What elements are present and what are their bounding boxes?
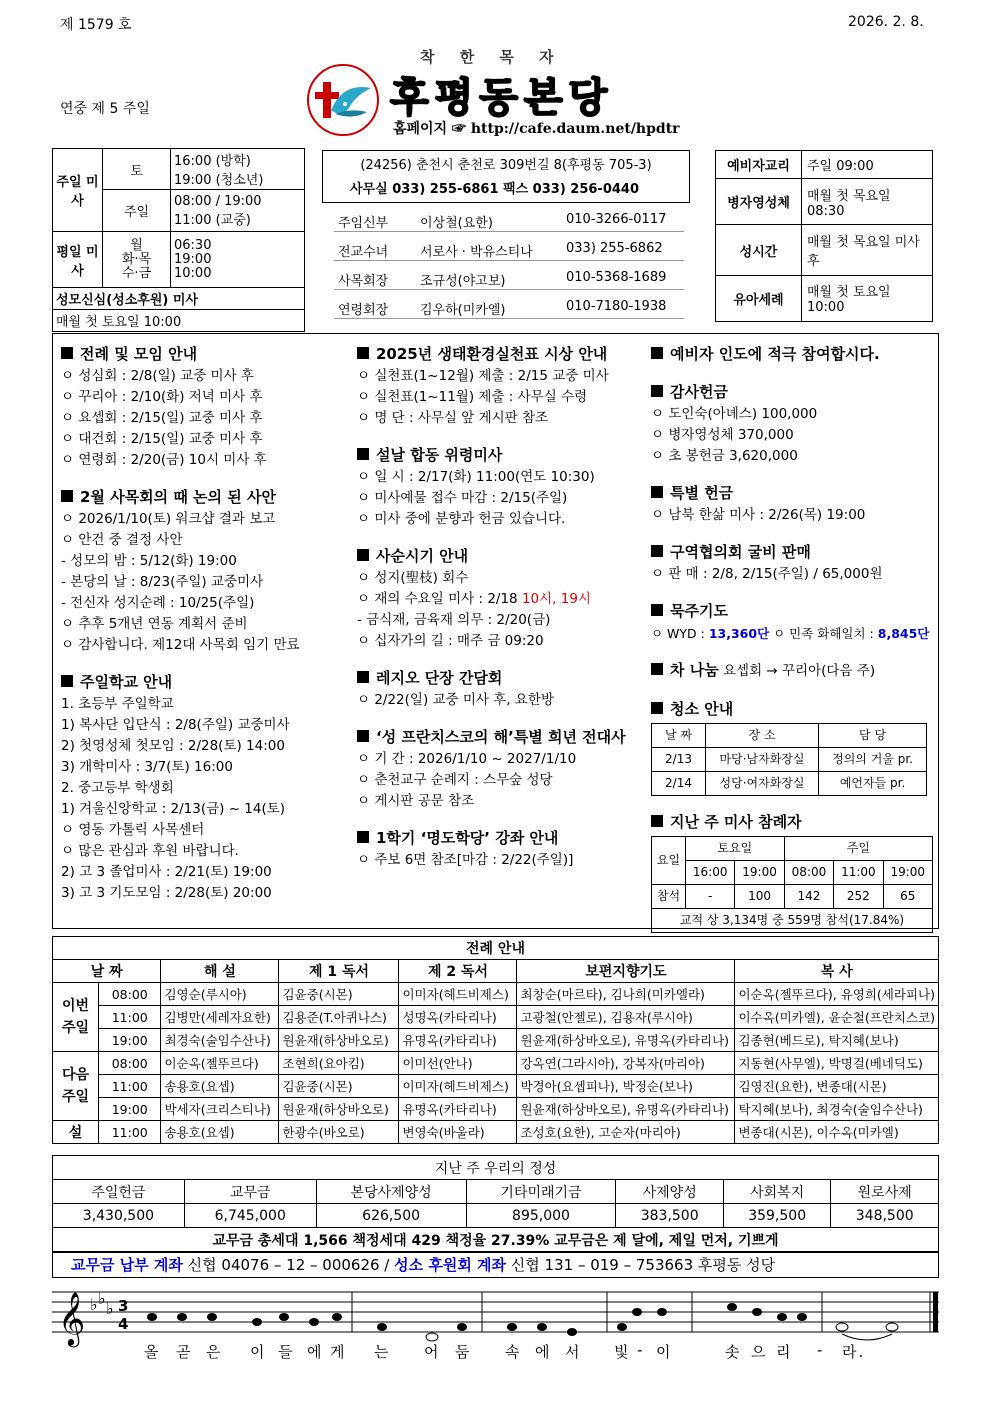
section-heading: 묵주기도 bbox=[651, 599, 933, 623]
sunday-label: 주일 bbox=[103, 190, 171, 232]
homepage-link[interactable]: 홈페이지 ☞ http://cafe.daum.net/hpdtr bbox=[393, 121, 680, 137]
list-item: - 전신자 성지순례 : 10/25(주일) bbox=[61, 595, 255, 611]
svg-text:♭: ♭ bbox=[90, 1295, 98, 1314]
table-row: 19:00 최경숙(술임수산나) 원윤재(하상바오로) 유명옥(카타리나) 원윤재(하상바오로), 유명옥(카타리나) 김종현(베드로), 탁지혜(보나) bbox=[53, 1029, 939, 1052]
list-item: ㅇ 재의 수요일 미사 : 2/18 10시, 19시 bbox=[357, 591, 591, 607]
list-item: ㅇ 판 매 : 2/8, 2/15(주일) / 65,000원 bbox=[651, 566, 883, 582]
list-item: - 금식재, 금육재 의무 : 2/20(금) bbox=[357, 612, 551, 628]
church-address: (24256) 춘천시 춘천로 309번길 8(후평동 705-3) bbox=[360, 158, 652, 173]
list-item: ㅇ 미사 중에 분향과 헌금 있습니다. bbox=[357, 511, 566, 527]
list-item: ㅇ 초 봉헌금 3,620,000 bbox=[651, 448, 798, 464]
list-item: ㅇ 꾸리아 : 2/10(화) 저녁 미사 후 bbox=[61, 389, 263, 405]
list-item: ㅇ 요셉회 : 2/15(일) 교중 미사 후 bbox=[61, 410, 263, 426]
table-row: 다음 주일 08:00 이순옥(젤뚜르다) 조현희(요아킴) 이미선(안나) 강옥연(그라시아), 강복자(마리아) 지동현(사무엘), 박명걸(베네딕도) bbox=[53, 1052, 939, 1075]
list-item: ㅇ 게시판 공문 참조 bbox=[357, 793, 475, 809]
section-heading: 예비자 인도에 적극 참여합시다. bbox=[651, 342, 933, 366]
section-heading: 감사헌금 bbox=[651, 380, 933, 404]
mass-schedule bbox=[52, 148, 305, 330]
sacrament-time: 매월 첫 목요일 08:30 bbox=[802, 179, 933, 225]
list-item: ㅇ 기 간 : 2026/1/10 ~ 2027/1/10 bbox=[357, 751, 577, 767]
table-row: 19:00 박세자(크리스티나) 원윤재(하상바오로) 유명옥(카타리나) 원윤재(하상바오로), 유명옥(카타리나) 탁지혜(보나), 최경숙(술임수산나) bbox=[53, 1098, 939, 1121]
svg-text:4: 4 bbox=[118, 1315, 129, 1333]
rosary-counts: ㅇ WYD : 13,360단 ㅇ 민족 화해일치 : 8,845단 bbox=[651, 626, 930, 641]
table-row: 2/14 성당·여자화장실 예언자들 pr. bbox=[652, 772, 927, 796]
sacrament-name: 병자영성체 bbox=[716, 179, 802, 225]
svg-text:♭: ♭ bbox=[98, 1289, 106, 1308]
list-item: ㅇ 감사합니다. 제12대 사목회 임기 만료 bbox=[61, 637, 300, 653]
special-mass-title: 성모신심(성소후원) 미사 bbox=[53, 288, 305, 310]
list-item: 3) 개학미사 : 3/7(토) 16:00 bbox=[61, 759, 233, 775]
list-item: ㅇ 명 단 : 사무실 앞 게시판 참조 bbox=[357, 410, 549, 426]
svg-text:𝄞: 𝄞 bbox=[58, 1291, 86, 1345]
list-item: - 본당의 날 : 8/23(주일) 교중미사 bbox=[61, 574, 264, 590]
section-heading: 특별 헌금 bbox=[651, 481, 933, 505]
table-row: 설 11:00 송용호(요셉) 한광수(바오로) 변영숙(바울라) 조성호(요한), 고순자(마리아) 변종대(시몬), 이수옥(미카엘) bbox=[53, 1121, 939, 1144]
sacrament-schedule bbox=[715, 150, 933, 322]
section-heading: 지난 주 미사 참례자 bbox=[651, 810, 933, 834]
bulletin-subtitle: 착 한 목 자 bbox=[420, 48, 564, 66]
special-mass-time: 매월 첫 토요일 10:00 bbox=[53, 310, 305, 332]
section-heading: 차 나눔 요셉회 → 꾸리아(다음 주) bbox=[651, 658, 933, 683]
list-item: 1. 초등부 주일학교 bbox=[61, 696, 174, 712]
section-heading: 사순시기 안내 bbox=[357, 544, 647, 568]
sacrament-time: 주일 09:00 bbox=[802, 151, 933, 179]
list-item: 2) 고 3 졸업미사 : 2/21(토) 19:00 bbox=[61, 864, 272, 880]
contact-row: 주임신부 이상철(요한) 010-3266-0117 bbox=[334, 206, 684, 232]
sunday-mass-category: 주일 미사 bbox=[53, 149, 103, 232]
liturgy-title: 전례 안내 bbox=[53, 937, 939, 960]
table-row: 11:00 김병만(세레자요한) 김용준(T.아퀴나스) 성명옥(카타리나) 고광철(안젤로), 김용자(루시아) 이수옥(미카엘), 윤순철(프란치스코) bbox=[53, 1006, 939, 1029]
weekday-mass-category: 평일 미사 bbox=[53, 232, 103, 288]
sunday-times: 08:00 / 19:00 11:00 (교중) bbox=[171, 190, 305, 232]
section-heading: 설날 합동 위령미사 bbox=[357, 443, 647, 467]
church-logo-icon bbox=[305, 62, 381, 138]
saturday-label: 토 bbox=[103, 149, 171, 190]
sacrament-name: 예비자교리 bbox=[716, 151, 802, 179]
list-item: ㅇ 연령회 : 2/20(금) 10시 미사 후 bbox=[61, 452, 267, 468]
list-item: ㅇ 많은 관심과 후원 바랍니다. bbox=[61, 843, 239, 859]
list-item: ㅇ 실천표(1~11월) 제출 : 사무실 수령 bbox=[357, 389, 588, 405]
list-item: ㅇ 2/22(일) 교중 미사 후, 요한방 bbox=[357, 692, 555, 708]
list-item: ㅇ 일 시 : 2/17(화) 11:00(연도 10:30) bbox=[357, 469, 595, 485]
sacrament-name: 유아세례 bbox=[716, 275, 802, 321]
list-item: ㅇ 성심회 : 2/8(일) 교중 미사 후 bbox=[61, 368, 254, 384]
office-phone-fax: 사무실 033) 255-6861 팩스 033) 256-0440 bbox=[350, 182, 640, 197]
list-item: - 성모의 밤 : 5/12(화) 19:00 bbox=[61, 553, 237, 569]
saturday-times: 16:00 (방학) 19:00 (청소년) bbox=[171, 149, 305, 190]
list-item: ㅇ 성지(聖枝) 회수 bbox=[357, 570, 469, 586]
section-heading: 주일학교 안내 bbox=[61, 670, 351, 694]
svg-text:♭: ♭ bbox=[106, 1299, 114, 1318]
contact-info bbox=[322, 150, 690, 322]
liturgy-table: 전례 안내 날 짜 해 설 제 1 독서 제 2 독서 보편지향기도 복 사 이번 주일 08:00 김영순(루시아) 김윤중(시몬) 이미자(헤드비제스) 최창순(마르타), 김나희(미카엘라) 이순옥(젤뚜르다), 유영희(세라피나) 11:00 김병만(세레자요한) 김용준(T.아퀴나스) 성명옥(카타리나) 고광철(안젤로), 김용자(루시아) 이수옥(미카엘), 윤순철(프란치스코) 19:00 최경숙(술임수산나) 원윤재(하상바오로) 유명옥(카타리나) 원윤재(하상바오로), 유명옥(카타리나) 김종현(베드로), 탁지혜(보나) 다음 주일 08:00 이순옥(젤뚜르다) 조현희(요아킴) 이미선(안나) 강옥연(그라시아), 강복자(마리아) 지동현(사무엘), 박명걸(베네딕도) 11:00 송용호(요셉) 김윤중(시몬) 이미자(헤드비제스) 박경아(요셉피나), 박정순(보나) 김영진(요한), 변종대(시몬) 19:00 박세자(크리스티나) 원윤재(하상바오로) 유명옥(카타리나) 원윤재(하상바오로), 유명옥(카타리나) 탁지혜(보나), 최경숙(술임수산나) 설 11:00 송용호(요셉) 한광수(바오로) 변영숙(바울라) 조성호(요한), 고순자(마리아) 변종대(시몬), 이수옥(미카엘) bbox=[52, 936, 939, 1144]
list-item: ㅇ 미사예물 접수 마감 : 2/15(주일) bbox=[357, 490, 568, 506]
list-item: ㅇ 도인숙(아녜스) 100,000 bbox=[651, 406, 818, 422]
list-item: ㅇ 영동 가톨릭 사목센터 bbox=[61, 822, 205, 838]
table-row: 11:00 송용호(요셉) 김윤중(시몬) 이미자(헤드비제스) 박경아(요셉피나), 박정순(보나) 김영진(요한), 변종대(시몬) bbox=[53, 1075, 939, 1098]
sacrament-time: 매월 첫 목요일 미사 후 bbox=[802, 225, 933, 276]
table-row: 2/13 마당·남자화장실 정의의 거울 pr. bbox=[652, 748, 927, 772]
sacrament-name: 성시간 bbox=[716, 225, 802, 276]
church-name: 후평동본당 bbox=[390, 74, 614, 121]
section-heading: 2025년 생태환경실천표 시상 안내 bbox=[357, 342, 647, 366]
list-item: 1) 겨울신앙학교 : 2/13(금) ~ 14(토) bbox=[61, 801, 286, 817]
list-item: ㅇ 주보 6면 참조[마감 : 2/22(주일)] bbox=[357, 852, 574, 868]
section-heading: 2월 사목회의 때 논의 된 사안 bbox=[61, 485, 351, 509]
list-item: ㅇ 추후 5개년 연동 계획서 준비 bbox=[61, 616, 248, 632]
section-heading: 레지오 단장 간담회 bbox=[357, 666, 647, 690]
section-heading: 1학기 ‘명도학당’ 강좌 안내 bbox=[357, 826, 647, 850]
offering-title: 지난 주 우리의 정성 bbox=[53, 1156, 939, 1180]
list-item: 1) 복사단 입단식 : 2/8(주일) 교중미사 bbox=[61, 717, 290, 733]
offering-summary: 교무금 총세대 1,566 책정세대 429 책정율 27.39% 교무금은 제 달에, 제일 먼저, 기쁘게 bbox=[53, 1228, 939, 1252]
notice-column-2 bbox=[357, 342, 647, 871]
section-heading: 전례 및 모임 안내 bbox=[61, 342, 351, 366]
list-item: 3) 고 3 기도모임 : 2/28(토) 20:00 bbox=[61, 885, 272, 901]
section-heading: 청소 안내 bbox=[651, 697, 933, 721]
attendance-table: 요일 토요일 주일 16:00 19:00 08:00 11:00 19:00 참석 - 100 142 252 65 교적 상 3,134명 중 559명 참석(17.84%) bbox=[651, 836, 933, 933]
sacrament-time: 매월 첫 토요일 10:00 bbox=[802, 275, 933, 321]
weekday-days: 월 화·목 수·금 bbox=[103, 232, 171, 288]
offering-table: 지난 주 우리의 정성 주일헌금 교무금 본당사제양성 기타미래기금 사제양성 사회복지 원로사제 3,430,500 6,745,000 626,500 895,000 383,500 359,500 348,500 교무금 총세대 1,566 책정세대 429 책정율 27.39% 교무금은 제 달에, 제일 먼저, 기쁘게 bbox=[52, 1155, 939, 1252]
list-item: ㅇ 춘천교구 순례지 : 스무숲 성당 bbox=[357, 772, 553, 788]
weekday-times: 06:30 19:00 10:00 bbox=[171, 232, 305, 288]
cleaning-table: 날 짜 장 소 담 당 2/13 마당·남자화장실 정의의 거울 pr. 2/14 성당·여자화장실 예언자들 pr. bbox=[651, 723, 927, 796]
contact-row: 사목회장 조규성(야고보) 010-5368-1689 bbox=[334, 264, 684, 290]
list-item: 2. 중고등부 학생회 bbox=[61, 780, 174, 796]
contact-row: 연령회장 김우하(미카엘) 010-7180-1938 bbox=[334, 293, 684, 319]
list-item: ㅇ 남북 한삶 미사 : 2/26(목) 19:00 bbox=[651, 507, 866, 523]
list-item: ㅇ 2026/1/10(토) 워크샵 결과 보고 bbox=[61, 511, 276, 527]
table-row: 참석 - 100 142 252 65 bbox=[652, 885, 933, 909]
table-row: 이번 주일 08:00 김영순(루시아) 김윤중(시몬) 이미자(헤드비제스) 최창순(마르타), 김나희(미카엘라) 이순옥(젤뚜르다), 유영희(세라피나) bbox=[53, 983, 939, 1006]
list-item: ㅇ 실천표(1~12월) 제출 : 2/15 교중 미사 bbox=[357, 368, 609, 384]
notice-column-3 bbox=[651, 342, 933, 933]
svg-text:3: 3 bbox=[118, 1297, 129, 1315]
liturgical-week: 연중 제 5 주일 bbox=[60, 101, 150, 117]
section-heading: 구역협의회 굴비 판매 bbox=[651, 540, 933, 564]
list-item: ㅇ 병자영성체 370,000 bbox=[651, 427, 794, 443]
list-item: 2) 첫영성체 첫모임 : 2/28(토) 14:00 bbox=[61, 738, 285, 754]
section-heading: ‘성 프란치스코의 해’특별 희년 전대사 bbox=[357, 725, 647, 749]
contact-row: 전교수녀 서로사 · 박유스티나 033) 255-6862 bbox=[334, 235, 684, 261]
table-row: 3,430,500 6,745,000 626,500 895,000 383,500 359,500 348,500 bbox=[53, 1204, 939, 1228]
bank-accounts: 교무금 납부 계좌 신협 04076 – 12 – 000626 / 성소 후원회 계좌 신협 131 – 019 – 753663 후평동 성당 bbox=[52, 1252, 939, 1278]
notice-board bbox=[52, 333, 939, 929]
issue-number: 제 1579 호 bbox=[60, 17, 132, 33]
list-item: ㅇ 대건회 : 2/15(일) 교중 미사 후 bbox=[61, 431, 263, 447]
notice-column-1 bbox=[61, 342, 351, 904]
list-item: ㅇ 십자가의 길 : 매주 금 09:20 bbox=[357, 633, 544, 649]
list-item: ㅇ 안건 중 결정 사안 bbox=[61, 532, 183, 548]
issue-date: 2026. 2. 8. bbox=[848, 14, 924, 30]
